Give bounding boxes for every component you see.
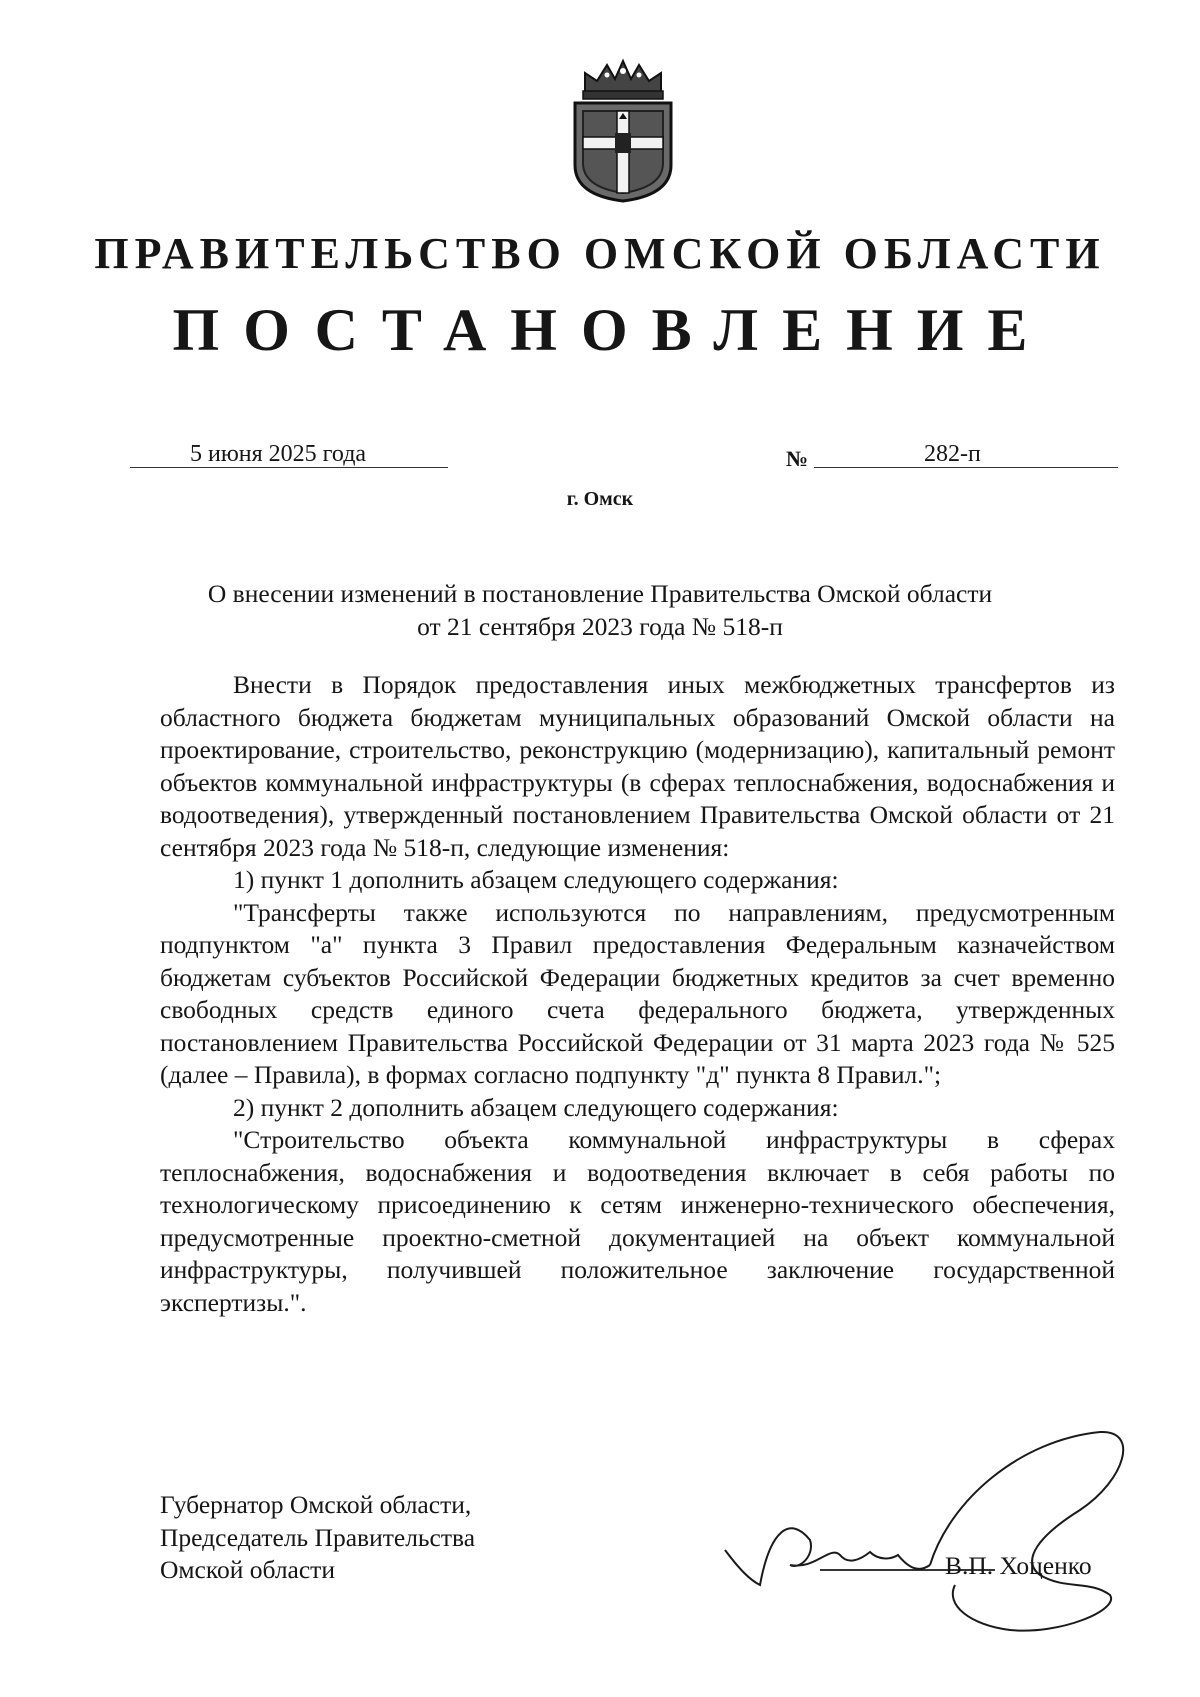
document-type-heading: ПОСТАНОВЛЕНИЕ xyxy=(172,297,1052,363)
signer-block xyxy=(160,1489,475,1587)
handwritten-signature xyxy=(720,1420,1140,1650)
number-field xyxy=(814,441,1118,468)
body-paragraph: 1) пункт 1 дополнить абзацем следующего содержания: xyxy=(233,865,839,894)
signer-title-line-3: Омской области xyxy=(160,1555,335,1584)
title-line-2: от 21 сентября 2023 года № 518-п xyxy=(417,612,783,641)
signer-title-line-1: Губернатор Омской области, xyxy=(160,1490,472,1519)
signer-title-line-2: Председатель Правительства xyxy=(160,1522,476,1552)
omsk-coat-of-arms-icon xyxy=(563,55,683,205)
date-field xyxy=(130,441,448,468)
body-paragraph: 2) пункт 2 дополнить абзацем следующего содержания: xyxy=(233,1092,839,1122)
signer-name: В.П. Хоценко xyxy=(945,1551,1092,1580)
government-heading: ПРАВИТЕЛЬСТВО ОМСКОЙ ОБЛАСТИ xyxy=(94,229,1106,278)
title-line-1: О внесении изменений в постановление Правительства Омской области xyxy=(207,579,993,608)
number-label: № xyxy=(786,446,809,471)
body-paragraph: "Строительство объекта коммунальной инфраструктуры в сферах теплоснабжения, водоснабжения и водоотведения включает в себя работы по технологическому присоединению к сетям инженерно-технического обеспечения, предусмотренные проектно-сметной документацией на объект коммунальной инфраструктуры, получившей положительное заключение государственной экспертизы.". xyxy=(160,1125,1115,1317)
city-label: г. Омск xyxy=(566,488,634,510)
document-date: 5 июня 2025 года xyxy=(190,441,367,467)
document-number: 282-п xyxy=(924,441,981,467)
document-title xyxy=(140,577,1060,643)
body-paragraph: Внести в Порядок предоставления иных межбюджетных трансфертов из областного бюджета бюджетам муниципальных образований Омской области на проектирование, строительство, реконструкцию (модернизацию), капитальный ремонт объектов коммунальной инфраструктуры (в сферах теплоснабжения, водоснабжения и водоотведения), утвержденный постановлением Правительства Омской области от 21 сентября 2023 года № 518-п, следующие изменения: xyxy=(160,670,1115,862)
body-paragraph: "Трансферты также используются по направлениям, предусмотренным подпунктом "а" пункта 3 Правил предоставления Федеральным казначейством бюджетам субъектов Российской Федерации бюджетных кредитов за счет временно свободных средств единого счета федерального бюджета, утвержденных постановлением Правительства Российской Федерации от 31 марта 2023 года № 525 (далее – Правила), в формах согласно подпункту "д" пункта 8 Правил."; xyxy=(160,897,1115,1089)
document-body xyxy=(160,669,1115,1319)
